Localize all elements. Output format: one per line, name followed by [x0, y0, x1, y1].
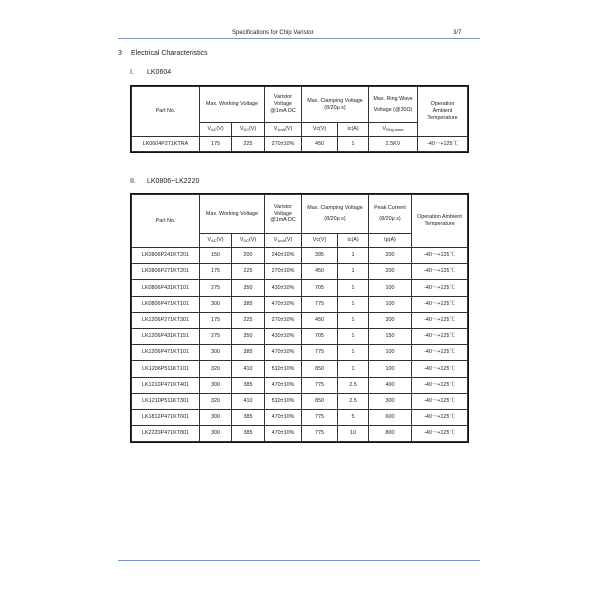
cell-peak-current: 100 [369, 296, 412, 312]
cell-part-no: LK0806P431KT101 [132, 280, 200, 296]
cell-vdc: 385 [232, 426, 265, 442]
table-row [132, 296, 468, 312]
cell-vc: 450 [302, 137, 338, 152]
cell-varistor-voltage: 430±10% [265, 280, 302, 296]
cell-vc: 395 [302, 248, 338, 264]
header-operation-temp [418, 87, 468, 137]
cell-varistor-voltage: 270±10% [265, 264, 302, 280]
cell-part-no: LK1206P431KT151 [132, 328, 200, 344]
header-clamping-voltage [302, 87, 369, 123]
cell-part-no: LK0806P241KT201 [132, 248, 200, 264]
cell-varistor-voltage: 470±10% [265, 296, 302, 312]
cell-vc: 705 [302, 280, 338, 296]
table-row [132, 361, 468, 377]
cell-vc: 450 [302, 312, 338, 328]
cell-vac: 300 [200, 377, 232, 393]
cell-temperature: -40～+125℃ [412, 409, 468, 425]
table-row [132, 345, 468, 361]
cell-varistor-voltage: 430±10% [265, 328, 302, 344]
table2-heading: LK0806~LK2220 [147, 178, 200, 185]
header-vdc: $V_{DC}(V)$ [232, 123, 265, 137]
cell-peak-current: 400 [369, 377, 412, 393]
header-oper-line3: Temperature [427, 114, 458, 121]
header-varistor-voltage [265, 195, 302, 234]
header-ic: Ic(A) [338, 234, 369, 248]
cell-peak-current: 600 [369, 409, 412, 425]
cell-varistor-voltage: 470±10% [265, 409, 302, 425]
header-oper-line2: Ambient [432, 108, 453, 115]
table-row [132, 137, 468, 152]
header-ring-line2: Voltage (@30Ω) [373, 106, 413, 113]
header-vac: $V_{AC}(V)$ [200, 234, 232, 248]
cell-vdc: 350 [232, 328, 265, 344]
cell-vc: 775 [302, 426, 338, 442]
cell-ic: 1 [338, 264, 369, 280]
header-part-no: Part No. [132, 195, 200, 248]
cell-peak-current: 200 [369, 248, 412, 264]
cell-vc: 775 [302, 409, 338, 425]
header-varistor-line2: Voltage [274, 210, 292, 217]
header-vc: Vc(V) [302, 234, 338, 248]
header-peak-line1: Peak Current [374, 205, 406, 212]
header-vnom: $V_{1mA}(V)$ [265, 234, 302, 248]
cell-vac: 150 [200, 248, 232, 264]
header-vring: $V_{Ring wave}$ [369, 123, 418, 137]
section-title: Electrical Characteristics [131, 50, 208, 57]
header-clamping-voltage [302, 195, 369, 234]
lk0806-lk2220-table [131, 194, 468, 442]
cell-peak-current: 200 [369, 264, 412, 280]
cell-peak-current: 100 [369, 345, 412, 361]
cell-vc: 705 [302, 328, 338, 344]
cell-vdc: 200 [232, 248, 265, 264]
header-vnom: $V_{1mA}(V)$ [265, 123, 302, 137]
cell-ic: 1 [338, 312, 369, 328]
header-clamping-line2: (8/20μ s) [324, 216, 346, 222]
cell-varistor-voltage: 470±10% [265, 345, 302, 361]
header-part-no: Part No. [132, 87, 200, 137]
cell-vac: 300 [200, 296, 232, 312]
cell-temperature: -40～+125℃ [412, 426, 468, 442]
cell-part-no: LK1206P271KT301 [132, 312, 200, 328]
cell-vac: 175 [200, 312, 232, 328]
cell-vc: 775 [302, 377, 338, 393]
table-row [132, 264, 468, 280]
cell-ic: 1 [338, 296, 369, 312]
cell-vac: 175 [200, 137, 232, 152]
cell-part-no: LK0806P271KT201 [132, 264, 200, 280]
header-operation-temp [412, 195, 468, 248]
header-max-working-voltage: Max. Working Voltage [200, 87, 265, 123]
header-clamping-line1: Max. Clamping Voltage [307, 205, 363, 212]
cell-part-no: LK0604P271KTRA [132, 137, 200, 152]
table-row [132, 426, 468, 442]
cell-vac: 320 [200, 361, 232, 377]
cell-varistor-voltage: 270±10% [265, 312, 302, 328]
header-peak-current [369, 195, 412, 234]
cell-ic: 2.5 [338, 393, 369, 409]
header-oper-line1: Operation Ambient [417, 214, 462, 221]
cell-vac: 300 [200, 426, 232, 442]
cell-vc: 775 [302, 345, 338, 361]
header-clamping-line1: Max. Clamping Voltage [307, 97, 363, 104]
header-rule [118, 38, 480, 39]
cell-ic: 1 [338, 328, 369, 344]
table1-heading: LK0604 [147, 69, 172, 76]
cell-part-no: LK1210P471KT401 [132, 377, 200, 393]
cell-vdc: 225 [232, 264, 265, 280]
header-oper-line2: Temperature [424, 221, 455, 227]
cell-varistor-voltage: 240±10% [265, 248, 302, 264]
header-ring-line1: Max. Ring Wave [373, 95, 413, 102]
table2-roman: II. [130, 178, 136, 185]
table-row [132, 280, 468, 296]
header-vac: $V_{AC}(V)$ [200, 123, 232, 137]
header-clamping-line2: (8/20μ s) [324, 104, 346, 111]
cell-peak-current: 100 [369, 280, 412, 296]
cell-peak-current: 300 [369, 312, 412, 328]
header-varistor-line3: @1mA DC [270, 217, 296, 224]
header-title: Specifications for Chip Varistor [232, 30, 314, 36]
cell-temperature: -40～+125℃ [412, 280, 468, 296]
header-varistor-line1: Varistor [273, 94, 293, 101]
header-vc: Vc(V) [302, 123, 338, 137]
cell-vdc: 225 [232, 312, 265, 328]
cell-peak-current: 300 [369, 393, 412, 409]
table1-roman: I. [130, 69, 134, 76]
cell-temperature: -40～+125℃ [412, 393, 468, 409]
cell-vc: 775 [302, 296, 338, 312]
table-row [132, 328, 468, 344]
cell-vdc: 350 [232, 280, 265, 296]
cell-vdc: 410 [232, 361, 265, 377]
cell-varistor-voltage: 470±10% [265, 426, 302, 442]
lk0604-table [131, 86, 468, 152]
cell-peak-current: 100 [369, 361, 412, 377]
table-row [132, 409, 468, 425]
header-varistor-line2: Voltage [274, 101, 292, 108]
cell-ic: 1 [338, 137, 369, 152]
header-peak-line2: (8/20μ s) [379, 216, 401, 222]
table-row [132, 312, 468, 328]
cell-varistor-voltage: 270±10% [265, 137, 302, 152]
header-varistor-voltage [265, 87, 302, 123]
cell-vc: 450 [302, 264, 338, 280]
header-vdc: $V_{DC}(V)$ [232, 234, 265, 248]
cell-vac: 300 [200, 409, 232, 425]
cell-temperature: -40～+125℃ [412, 312, 468, 328]
cell-vdc: 385 [232, 296, 265, 312]
cell-temperature: -40～+125℃ [412, 264, 468, 280]
cell-vdc: 385 [232, 377, 265, 393]
cell-ic: 10 [338, 426, 369, 442]
footer-rule [118, 560, 480, 561]
cell-temperature: -40～+125℃ [418, 137, 468, 152]
table-row [132, 393, 468, 409]
cell-ring-wave-voltage: 2.5KV [369, 137, 418, 152]
section-number: 3 [118, 50, 122, 57]
cell-ic: 1 [338, 361, 369, 377]
cell-temperature: -40～+125℃ [412, 361, 468, 377]
header-oper-line1: Operation [430, 101, 455, 108]
cell-vc: 850 [302, 361, 338, 377]
cell-part-no: LK1210P511KT301 [132, 393, 200, 409]
cell-temperature: -40～+125℃ [412, 296, 468, 312]
cell-varistor-voltage: 470±10% [265, 377, 302, 393]
cell-ic: 2.5 [338, 377, 369, 393]
cell-varistor-voltage: 510±10% [265, 361, 302, 377]
cell-ic: 1 [338, 345, 369, 361]
cell-vdc: 225 [232, 137, 265, 152]
header-varistor-line3: @1mA DC [270, 107, 296, 114]
cell-part-no: LK1206P471KT101 [132, 345, 200, 361]
cell-part-no: LK2220P471KT801 [132, 426, 200, 442]
header-varistor-line1: Varistor [273, 203, 293, 210]
cell-part-no: LK0806P471KT101 [132, 296, 200, 312]
header-max-working-voltage: Max. Working Voltage [200, 195, 265, 234]
cell-part-no: LK1206P511KT101 [132, 361, 200, 377]
cell-temperature: -40～+125℃ [412, 345, 468, 361]
cell-temperature: -40～+125℃ [412, 248, 468, 264]
cell-vac: 300 [200, 345, 232, 361]
cell-vdc: 410 [232, 393, 265, 409]
cell-peak-current: 800 [369, 426, 412, 442]
header-ip: Ip(A) [369, 234, 412, 248]
cell-vdc: 385 [232, 409, 265, 425]
cell-temperature: -40～+125℃ [412, 377, 468, 393]
table-row [132, 377, 468, 393]
page-number: 3/7 [453, 30, 462, 36]
table-row [132, 248, 468, 264]
header-ring-wave [369, 87, 418, 123]
cell-part-no: LK1812P471KT601 [132, 409, 200, 425]
header-ic: Ic(A) [338, 123, 369, 137]
cell-temperature: -40～+125℃ [412, 328, 468, 344]
cell-ic: 5 [338, 409, 369, 425]
cell-vac: 320 [200, 393, 232, 409]
cell-vdc: 385 [232, 345, 265, 361]
cell-ic: 1 [338, 248, 369, 264]
cell-vac: 275 [200, 328, 232, 344]
cell-peak-current: 150 [369, 328, 412, 344]
cell-varistor-voltage: 510±10% [265, 393, 302, 409]
cell-ic: 1 [338, 280, 369, 296]
cell-vac: 175 [200, 264, 232, 280]
cell-vc: 850 [302, 393, 338, 409]
cell-vac: 275 [200, 280, 232, 296]
